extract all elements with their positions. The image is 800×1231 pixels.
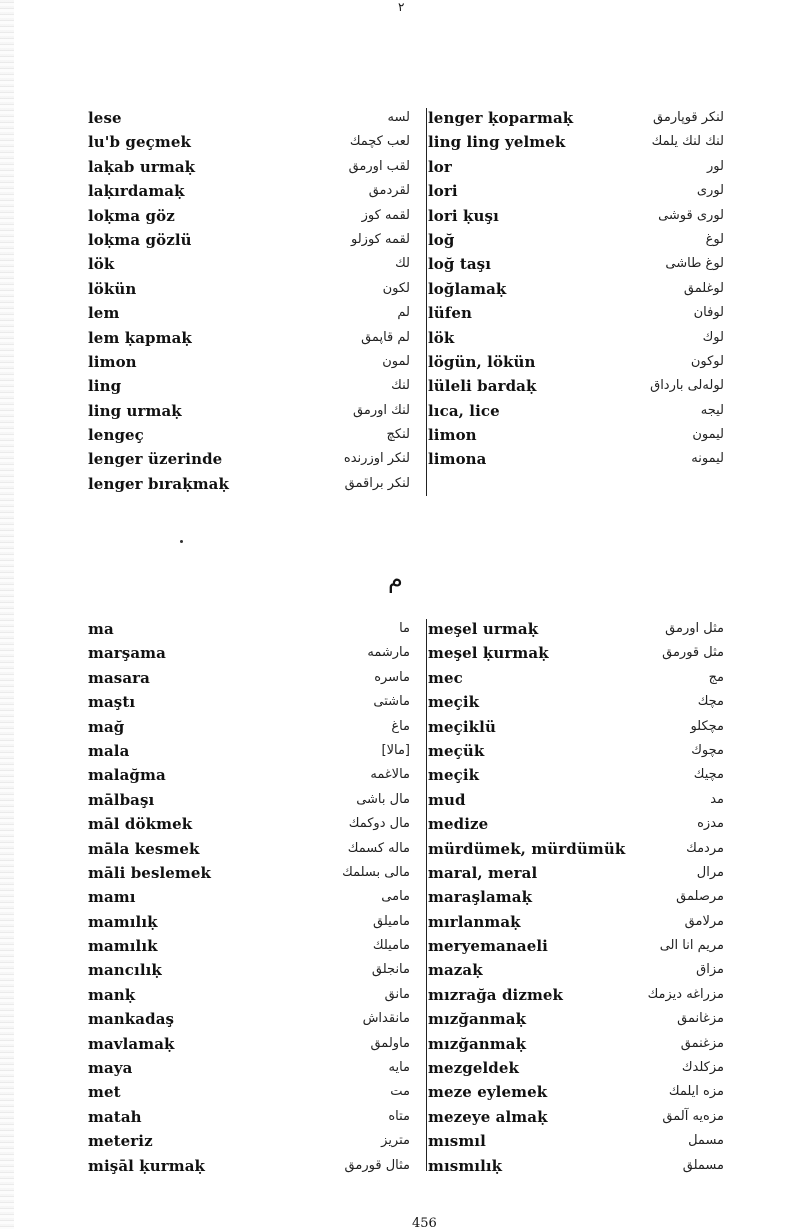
entry-transliteration: māl dökmek [88,815,193,834]
entry-transliteration: meteriz [88,1132,153,1151]
dictionary-entry [428,252,724,276]
dictionary-entry [88,399,418,423]
column-left [88,106,418,496]
entry-transliteration: lüleli bardaḳ [428,377,537,396]
dictionary-entry [428,837,724,861]
entry-transliteration: lenger bıraḳmaḳ [88,474,229,493]
dictionary-entry [88,983,418,1007]
entry-ottoman-script: مايه [388,1060,410,1076]
entry-transliteration: mızğanmaḳ [428,1010,527,1029]
dictionary-entry [88,350,418,374]
entry-transliteration: lem [88,304,120,323]
entry-ottoman-script: لوری [696,183,724,199]
entry-transliteration: medize [428,815,489,834]
entry-transliteration: māli beslemek [88,863,212,882]
dictionary-entry [88,130,418,154]
dictionary-entry [428,861,724,885]
dictionary-entry [88,617,418,641]
dictionary-entry [428,812,724,836]
dictionary-entry [428,885,724,909]
dictionary-entry [88,374,418,398]
entry-transliteration: lök [88,255,115,274]
entry-transliteration: mağ [88,717,125,736]
entry-ottoman-script: مامیلق [373,913,410,929]
entry-ottoman-script: ليمون [692,427,724,443]
dictionary-entry [428,447,724,471]
dictionary-entry [428,179,724,203]
entry-ottoman-script: مچوك [691,742,724,758]
entry-transliteration: maral, meral [428,863,538,882]
entry-transliteration: meçik [428,693,480,712]
dictionary-entry [428,983,724,1007]
entry-transliteration: limon [88,352,137,371]
entry-ottoman-script: مزغنمق [680,1035,724,1051]
dictionary-entry [88,204,418,228]
entry-transliteration: mırlanmaḳ [428,912,521,931]
entry-ottoman-script: لنك اورمق [353,402,410,418]
page-number: 456 [412,1216,437,1231]
dictionary-entry [428,228,724,252]
entry-ottoman-script: مزه‌یه آلمق [662,1108,724,1124]
dictionary-entry [428,1154,724,1178]
entry-transliteration: lor [428,157,452,176]
entry-ottoman-script: مزكلدك [681,1060,724,1076]
dictionary-entry [428,301,724,325]
dictionary-entry [88,155,418,179]
entry-ottoman-script: مثل اورمق [665,621,724,636]
dictionary-entry [88,423,418,447]
dictionary-entry [428,1032,724,1056]
entry-transliteration: meryemanaeli [428,937,548,956]
entry-transliteration: mamılıḳ [88,912,158,931]
entry-transliteration: lıca, lice [428,401,500,420]
entry-ottoman-script: لنكر براقمق [344,475,410,491]
entry-transliteration: mısmıl [428,1132,486,1151]
entry-ottoman-script: مانق [384,986,410,1002]
dictionary-entry [88,788,418,812]
page-edge-speckle [0,0,14,1229]
dictionary-entry [428,350,724,374]
dictionary-entry [88,1129,418,1153]
dictionary-entry [88,1007,418,1031]
dictionary-entry [428,958,724,982]
column-divider [426,619,427,1171]
dictionary-entry [428,423,724,447]
entry-ottoman-script: لور [707,158,724,174]
dictionary-entry [88,910,418,934]
dictionary-entry [428,910,724,934]
entry-transliteration: meçiklü [428,717,496,736]
entry-transliteration: lu'b geçmek [88,133,191,152]
dictionary-entry [428,106,724,130]
entry-transliteration: maraşlamaḳ [428,888,533,907]
entry-transliteration: ling [88,377,122,396]
entry-transliteration: mankadaş [88,1010,175,1029]
dictionary-entry [428,1080,724,1104]
entry-ottoman-script: لمون [382,353,410,369]
entry-transliteration: lem ḳapmaḳ [88,328,192,347]
dictionary-entry [428,277,724,301]
column-right [428,106,724,472]
entry-ottoman-script: لقمه كوزلو [350,231,410,247]
entry-ottoman-script: لنك [391,378,410,394]
entry-ottoman-script: مانقداش [362,1011,410,1027]
entry-ottoman-script: ماشتی [373,694,410,710]
entry-transliteration: māla kesmek [88,839,200,858]
entry-transliteration: loğ [428,230,455,249]
entry-transliteration: mızğanmaḳ [428,1034,527,1053]
entry-transliteration: masara [88,668,150,687]
dictionary-entry [88,812,418,836]
entry-ottoman-script: لم [397,305,410,321]
dictionary-entry [88,861,418,885]
entry-transliteration: met [88,1083,121,1102]
entry-transliteration: loḳma gözlü [88,230,192,249]
entry-ottoman-script: مرصلمق [676,889,724,905]
entry-ottoman-script: ماسره [374,669,410,685]
entry-transliteration: malağma [88,766,166,785]
column-left [88,617,418,1178]
dictionary-entry [88,837,418,861]
entry-transliteration: matah [88,1107,142,1126]
entry-ottoman-script: لكون [382,280,410,296]
entry-ottoman-script: مرلامق [684,913,724,929]
entry-ottoman-script: مارشمه [367,645,410,661]
entry-ottoman-script: لم قاپمق [361,329,410,345]
entry-ottoman-script: ليجه [700,402,724,418]
entry-ottoman-script: مج [708,669,724,685]
entry-transliteration: marşama [88,644,166,663]
dictionary-entry [88,1032,418,1056]
dictionary-entry [428,1056,724,1080]
entry-ottoman-script: مزغانمق [677,1011,724,1027]
dictionary-entry [428,715,724,739]
entry-transliteration: mec [428,668,463,687]
entry-ottoman-script: لقردمق [368,183,410,199]
entry-ottoman-script: لوكون [690,353,724,369]
entry-ottoman-script: مريم انا الی [659,938,724,954]
dictionary-entry [88,277,418,301]
entry-ottoman-script: مدزه [697,816,724,832]
entry-transliteration: ling urmaḳ [88,401,182,420]
entry-ottoman-script: مزاق [696,962,724,978]
entry-transliteration: lökün [88,279,137,298]
dictionary-entry [88,228,418,252]
dictionary-entry [428,374,724,398]
entry-transliteration: mud [428,790,466,809]
entry-ottoman-script: مسمل [688,1133,724,1149]
dictionary-entry [88,447,418,471]
dictionary-entry [88,106,418,130]
dictionary-entry [428,617,724,641]
dictionary-entry [428,204,724,228]
entry-transliteration: mişāl ḳurmaḳ [88,1156,206,1175]
entry-transliteration: mazaḳ [428,961,483,980]
entry-ottoman-script: مسملق [682,1157,724,1173]
entry-ottoman-script: مامی [381,889,410,905]
dictionary-entry [428,1105,724,1129]
dictionary-entry [428,934,724,958]
dictionary-entry [88,739,418,763]
entry-transliteration: mālbaşı [88,790,155,809]
entry-transliteration: lese [88,109,122,127]
entry-ottoman-script: مال دوكمك [348,816,410,832]
dictionary-entry [88,715,418,739]
entry-transliteration: mamılık [88,937,158,956]
entry-transliteration: ma [88,620,114,638]
entry-transliteration: manḳ [88,985,136,1004]
dictionary-entry [88,472,418,496]
dictionary-entry [88,666,418,690]
dictionary-entry [428,155,724,179]
entry-ottoman-script: مردمك [686,840,724,856]
entry-transliteration: lüfen [428,304,473,323]
entry-ottoman-script: ما [399,621,410,636]
entry-transliteration: mezgeldek [428,1059,519,1078]
entry-transliteration: maştı [88,693,136,712]
entry-transliteration: meçük [428,741,485,760]
column-divider [426,108,427,496]
entry-transliteration: laḳırdamaḳ [88,182,185,201]
dictionary-entry [428,788,724,812]
entry-ottoman-script: لوغلمق [683,280,724,296]
dictionary-entry [88,958,418,982]
entry-ottoman-script: لقمه كوز [361,207,410,223]
entry-ottoman-script: مچكلو [690,718,724,734]
entry-ottoman-script: لسه [387,110,410,125]
entry-transliteration: limona [428,450,487,469]
entry-ottoman-script: مالاغمه [370,767,410,783]
entry-ottoman-script: لوك [702,329,724,345]
entry-ottoman-script: مچيك [693,767,724,783]
entry-ottoman-script: متريز [381,1133,410,1149]
entry-ottoman-script: لوفان [693,305,724,321]
dictionary-entry [88,252,418,276]
dictionary-entry [88,179,418,203]
dictionary-entry [428,1007,724,1031]
entry-transliteration: mamı [88,888,136,907]
column-right [428,617,724,1178]
entry-ottoman-script: لوغ طاشی [665,256,724,272]
dictionary-entry [88,1080,418,1104]
dictionary-entry [428,690,724,714]
entry-transliteration: mısmılıḳ [428,1156,503,1175]
entry-transliteration: lenger üzerinde [88,450,223,469]
entry-ottoman-script: مت [390,1084,410,1100]
entry-transliteration: mancılıḳ [88,961,162,980]
dictionary-entry [88,934,418,958]
entry-transliteration: mavlamaḳ [88,1034,175,1053]
entry-transliteration: mala [88,741,130,760]
entry-ottoman-script: ماله كسمك [347,840,410,856]
entry-transliteration: lori [428,182,458,201]
dictionary-entry [88,763,418,787]
dictionary-entry [428,666,724,690]
dictionary-entry [428,739,724,763]
dictionary-entry [88,326,418,350]
dictionary-entry [428,326,724,350]
section-letter-heading: م [388,565,403,593]
dictionary-entry [88,301,418,325]
entry-transliteration: lengeç [88,426,144,445]
entry-ottoman-script: ماغ [391,718,410,734]
entry-ottoman-script: لنكچ [386,427,410,443]
entry-ottoman-script: مثال قورمق [344,1157,410,1173]
dictionary-entry [428,1129,724,1153]
entry-ottoman-script: [مالا] [381,742,410,758]
entry-ottoman-script: مالی بسلمك [342,864,410,880]
entry-transliteration: maya [88,1059,133,1078]
entry-ottoman-script: مانجلق [371,962,410,978]
entry-ottoman-script: مچك [697,694,724,710]
entry-transliteration: lök [428,328,455,347]
ink-speck [180,540,183,543]
entry-ottoman-script: ليمونه [691,451,724,467]
entry-transliteration: limon [428,426,477,445]
dictionary-entry [88,1105,418,1129]
entry-ottoman-script: ماولمق [370,1035,410,1051]
entry-ottoman-script: لوغ [705,231,724,247]
entry-ottoman-script: لنك لنك يلمك [651,134,724,150]
entry-ottoman-script: مرال [696,864,724,880]
dictionary-entry [428,130,724,154]
entry-transliteration: lori ḳuşı [428,206,499,225]
entry-transliteration: lenger ḳoparmaḳ [428,109,574,127]
dictionary-entry [88,641,418,665]
entry-transliteration: mızrağa dizmek [428,985,564,1004]
dictionary-entry [428,399,724,423]
dictionary-entry [88,885,418,909]
entry-transliteration: laḳab urmaḳ [88,157,196,176]
entry-ottoman-script: مثل قورمق [662,645,724,661]
entry-transliteration: meşel urmaḳ [428,620,539,638]
dictionary-entry [88,1154,418,1178]
entry-transliteration: loğlamaḳ [428,279,507,298]
entry-ottoman-script: مامیلك [372,938,410,954]
entry-transliteration: mürdümek, mürdümük [428,839,626,858]
entry-transliteration: meze eylemek [428,1083,548,1102]
entry-transliteration: meşel ḳurmaḳ [428,644,549,663]
entry-transliteration: mezeye almaḳ [428,1107,548,1126]
entry-transliteration: ling ling yelmek [428,133,566,152]
dictionary-entry [428,641,724,665]
entry-ottoman-script: مال باشی [356,791,410,807]
entry-transliteration: meçik [428,766,480,785]
entry-ottoman-script: لعب كچمك [349,134,410,150]
entry-ottoman-script: مزه ايلمك [668,1084,724,1100]
entry-ottoman-script: مزراغه ديزمك [647,986,724,1002]
entry-ottoman-script: لنكر اوزرنده [343,451,410,467]
entry-ottoman-script: لقب اورمق [348,158,410,174]
entry-ottoman-script: متاه [388,1108,410,1124]
entry-ottoman-script: لك [395,256,410,272]
entry-ottoman-script: لنكر قوپارمق [653,110,724,125]
entry-ottoman-script: لوری قوشی [658,207,724,223]
entry-transliteration: loğ taşı [428,255,492,274]
dictionary-entry [88,690,418,714]
header-mark: ۲ [398,0,405,14]
dictionary-entry [428,763,724,787]
entry-ottoman-script: لوله‌لی بارداق [650,378,724,394]
entry-transliteration: loḳma göz [88,206,175,225]
entry-transliteration: lögün, lökün [428,352,536,371]
dictionary-entry [88,1056,418,1080]
entry-ottoman-script: مد [710,791,724,807]
